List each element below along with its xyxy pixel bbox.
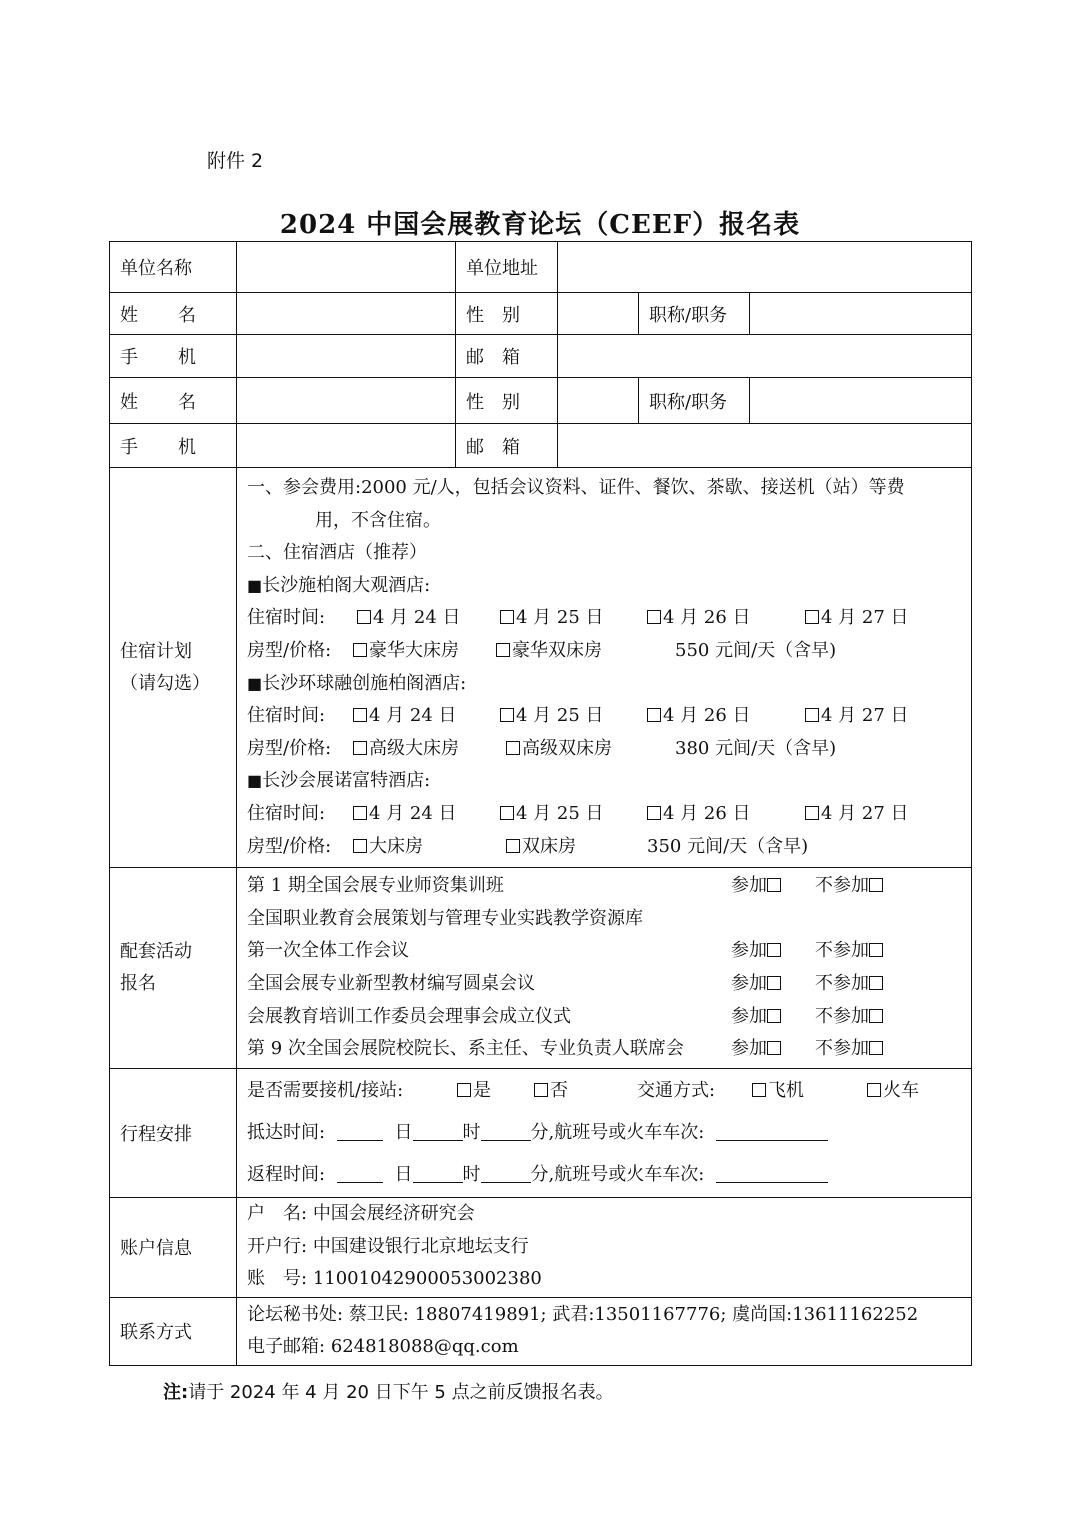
hotel-2-price: 380 元间/天（含早): [675, 737, 837, 759]
hotel-3-rooms: 房型/价格: 大床房 双床房 350 元间/天（含早): [247, 831, 961, 864]
person1-phone-label: 手 机: [110, 335, 237, 378]
activity-5: 会展教育培训工作委员会理事会成立仪式 参加 不参加: [247, 1001, 961, 1034]
hotel-3-price: 350 元间/天（含早): [647, 835, 809, 857]
checkbox-icon: [647, 708, 661, 722]
hotel-2-room-1[interactable]: 高级大床房: [353, 733, 459, 766]
hotel-3-date-1[interactable]: 4 月 24 日: [353, 798, 457, 831]
person2-title-field[interactable]: [750, 378, 972, 424]
hotel-2-date-2[interactable]: 4 月 25 日: [500, 700, 604, 733]
person1-gender-label: 性 别: [456, 293, 558, 335]
hotel-1-date-1[interactable]: 4 月 24 日: [357, 602, 461, 635]
checkbox-icon: [869, 878, 883, 892]
itinerary-content: [237, 1068, 972, 1197]
arrival-hour-blank[interactable]: [413, 1140, 463, 1141]
person1-gender-field[interactable]: [558, 293, 639, 335]
checkbox-icon: [500, 806, 514, 820]
hotel-1-rooms: 房型/价格: 豪华大床房 豪华双床房 550 元间/天（含早): [247, 635, 961, 668]
activity-4: 全国会展专业新型教材编写圆桌会议 参加 不参加: [247, 968, 961, 1001]
checkbox-icon: [500, 708, 514, 722]
arrival-minute-blank[interactable]: [481, 1140, 531, 1141]
hotel-1-room-1[interactable]: 豪华大床房: [353, 635, 459, 668]
unit-name-field[interactable]: [237, 242, 456, 293]
checkbox-icon: [353, 806, 367, 820]
hotel-3-room-2[interactable]: 双床房: [506, 831, 576, 864]
checkbox-icon: [353, 643, 367, 657]
hotel-3-date-3[interactable]: 4 月 26 日: [647, 798, 751, 831]
hotel-2-room-2[interactable]: 高级双床房: [506, 733, 612, 766]
activity-6-not-attend[interactable]: 不参加: [815, 1033, 885, 1066]
checkbox-icon: [506, 741, 520, 755]
person2-title-label: 职称/职务: [639, 378, 750, 424]
person2-email-label: 邮 箱: [456, 424, 558, 468]
account-content: [237, 1197, 972, 1297]
hotel-1-date-2[interactable]: 4 月 25 日: [500, 602, 604, 635]
arrival-line: 抵达时间: 日 时 分,航班号或火车车次:: [247, 1112, 961, 1154]
hotel-2-date-3[interactable]: 4 月 26 日: [647, 700, 751, 733]
hotel-1-room-2[interactable]: 豪华双床房: [496, 635, 602, 668]
return-hour-blank[interactable]: [413, 1182, 463, 1183]
checkbox-icon: [353, 708, 367, 722]
pickup-yes[interactable]: 是: [457, 1070, 491, 1112]
checkbox-icon: [353, 741, 367, 755]
person1-email-field[interactable]: [558, 335, 972, 378]
person2-gender-label: 性 别: [456, 378, 558, 424]
checkbox-icon: [869, 1041, 883, 1055]
attachment-label: 附件 2: [207, 150, 264, 172]
account-bank: 开户行: 中国建设银行北京地坛支行: [247, 1235, 529, 1257]
hotel-1-name: ■长沙施柏阁大观酒店:: [247, 574, 431, 596]
activity-2: 全国职业教育会展策划与管理专业实践教学资源库: [247, 907, 643, 929]
arrival-date-blank[interactable]: [337, 1140, 383, 1141]
hotel-3-date-4[interactable]: 4 月 27 日: [805, 798, 909, 831]
pickup-no[interactable]: 否: [534, 1070, 568, 1112]
checkbox-icon: [805, 610, 819, 624]
checkbox-icon: [767, 943, 781, 957]
arrival-flight-blank[interactable]: [716, 1140, 828, 1141]
return-minute-blank[interactable]: [481, 1182, 531, 1183]
form-title: 2024 中国会展教育论坛（CEEF）报名表: [279, 210, 801, 240]
hotel-1-dates: 住宿时间: 4 月 24 日 4 月 25 日 4 月 26 日 4 月 27 日: [247, 602, 961, 635]
checkbox-icon: [457, 1083, 471, 1097]
activities-label: 配套活动 报名: [110, 868, 237, 1069]
hotel-1-price: 550 元间/天（含早): [675, 639, 837, 661]
unit-address-label: 单位地址: [456, 242, 558, 293]
checkbox-icon: [647, 610, 661, 624]
lodging-label: 住宿计划 （请勾选）: [110, 468, 237, 868]
hotel-3-name: ■长沙会展诺富特酒店:: [247, 770, 431, 792]
activity-5-attend[interactable]: 参加: [731, 1001, 783, 1034]
person1-phone-field[interactable]: [237, 335, 456, 378]
itinerary-label: 行程安排: [110, 1068, 237, 1197]
fee-line-1: 一、参会费用:2000 元/人，包括会议资料、证件、餐饮、茶歇、接送机（站）等费: [247, 477, 905, 498]
hotel-2-date-1[interactable]: 4 月 24 日: [353, 700, 457, 733]
person1-email-label: 邮 箱: [456, 335, 558, 378]
hotel-1-date-3[interactable]: 4 月 26 日: [647, 602, 751, 635]
hotel-heading: 二、住宿酒店（推荐）: [247, 542, 427, 564]
checkbox-icon: [752, 1083, 766, 1097]
person1-title-label: 职称/职务: [639, 293, 750, 335]
footnote: 注:请于 2024 年 4 月 20 日下午 5 点之前反馈报名表。: [163, 1382, 614, 1403]
hotel-3-date-2[interactable]: 4 月 25 日: [500, 798, 604, 831]
lodging-content: [237, 468, 972, 868]
checkbox-icon: [805, 806, 819, 820]
checkbox-icon: [767, 1009, 781, 1023]
activity-4-attend[interactable]: 参加: [731, 968, 783, 1001]
transport-label: 交通方式:: [637, 1079, 716, 1101]
unit-name-label: 单位名称: [110, 242, 237, 293]
checkbox-icon: [867, 1083, 881, 1097]
checkbox-icon: [534, 1083, 548, 1097]
contact-email: 电子邮箱: 624818088@qq.com: [247, 1336, 519, 1358]
checkbox-icon: [353, 839, 367, 853]
contact-content: [237, 1297, 972, 1365]
person1-name-field[interactable]: [237, 293, 456, 335]
person2-gender-field[interactable]: [558, 378, 639, 424]
checkbox-icon: [805, 708, 819, 722]
checkbox-icon: [496, 643, 510, 657]
activities-content: [237, 868, 972, 1069]
person2-phone-field[interactable]: [237, 424, 456, 468]
unit-address-field[interactable]: [558, 242, 972, 293]
account-holder: 户 名: 中国会展经济研究会: [247, 1203, 475, 1225]
person2-name-field[interactable]: [237, 378, 456, 424]
contact-label: 联系方式: [110, 1297, 237, 1365]
fee-line-2: 用，不含住宿。: [315, 509, 441, 531]
activity-4-not-attend[interactable]: 不参加: [815, 968, 885, 1001]
pickup-line: 是否需要接机/接站: 是 否 交通方式: 飞机 火车: [247, 1070, 961, 1112]
hotel-1-date-4[interactable]: 4 月 27 日: [805, 602, 909, 635]
contact-secretariat: 论坛秘书处: 蔡卫民: 18807419891; 武君:13501167776; 虞尚国:13611162252: [247, 1303, 919, 1325]
checkbox-icon: [869, 1009, 883, 1023]
hotel-2-dates: 住宿时间: 4 月 24 日 4 月 25 日 4 月 26 日 4 月 27 日: [247, 700, 961, 733]
checkbox-icon: [506, 839, 520, 853]
activity-6-attend[interactable]: 参加: [731, 1033, 783, 1066]
checkbox-icon: [869, 943, 883, 957]
checkbox-icon: [869, 976, 883, 990]
return-flight-blank[interactable]: [716, 1182, 828, 1183]
checkbox-icon: [767, 976, 781, 990]
hotel-2-name: ■长沙环球融创施柏阁酒店:: [247, 672, 467, 694]
hotel-3-dates: 住宿时间: 4 月 24 日 4 月 25 日 4 月 26 日 4 月 27 日: [247, 798, 961, 831]
return-line: 返程时间: 日 时 分,航班号或火车车次:: [247, 1154, 961, 1196]
person2-phone-label: 手 机: [110, 424, 237, 468]
activity-3-not-attend[interactable]: 不参加: [815, 935, 885, 968]
activity-3-attend[interactable]: 参加: [731, 935, 783, 968]
person1-name-label: 姓 名: [110, 293, 237, 335]
checkbox-icon: [767, 878, 781, 892]
transport-plane[interactable]: 飞机: [752, 1070, 804, 1112]
checkbox-icon: [357, 610, 371, 624]
person2-name-label: 姓 名: [110, 378, 237, 424]
activity-1-not-attend[interactable]: 不参加: [815, 870, 885, 903]
activity-3: 第一次全体工作会议 参加 不参加: [247, 935, 961, 968]
activity-5-not-attend[interactable]: 不参加: [815, 1001, 885, 1034]
checkbox-icon: [500, 610, 514, 624]
checkbox-icon: [647, 806, 661, 820]
activity-1-attend[interactable]: 参加: [731, 870, 783, 903]
checkbox-icon: [767, 1041, 781, 1055]
account-number: 账 号: 11001042900053002380: [247, 1268, 542, 1290]
return-date-blank[interactable]: [337, 1182, 383, 1183]
account-label: 账户信息: [110, 1197, 237, 1297]
transport-train[interactable]: 火车: [867, 1070, 919, 1112]
activity-1: 第 1 期全国会展专业师资集训班 参加 不参加: [247, 870, 961, 903]
registration-form: [109, 241, 972, 1366]
activity-6: 第 9 次全国会展院校院长、系主任、专业负责人联席会 参加 不参加: [247, 1033, 961, 1066]
hotel-2-rooms: 房型/价格: 高级大床房 高级双床房 380 元间/天（含早): [247, 733, 961, 766]
hotel-2-date-4[interactable]: 4 月 27 日: [805, 700, 909, 733]
hotel-3-room-1[interactable]: 大床房: [353, 831, 423, 864]
person2-email-field[interactable]: [558, 424, 972, 468]
person1-title-field[interactable]: [750, 293, 972, 335]
